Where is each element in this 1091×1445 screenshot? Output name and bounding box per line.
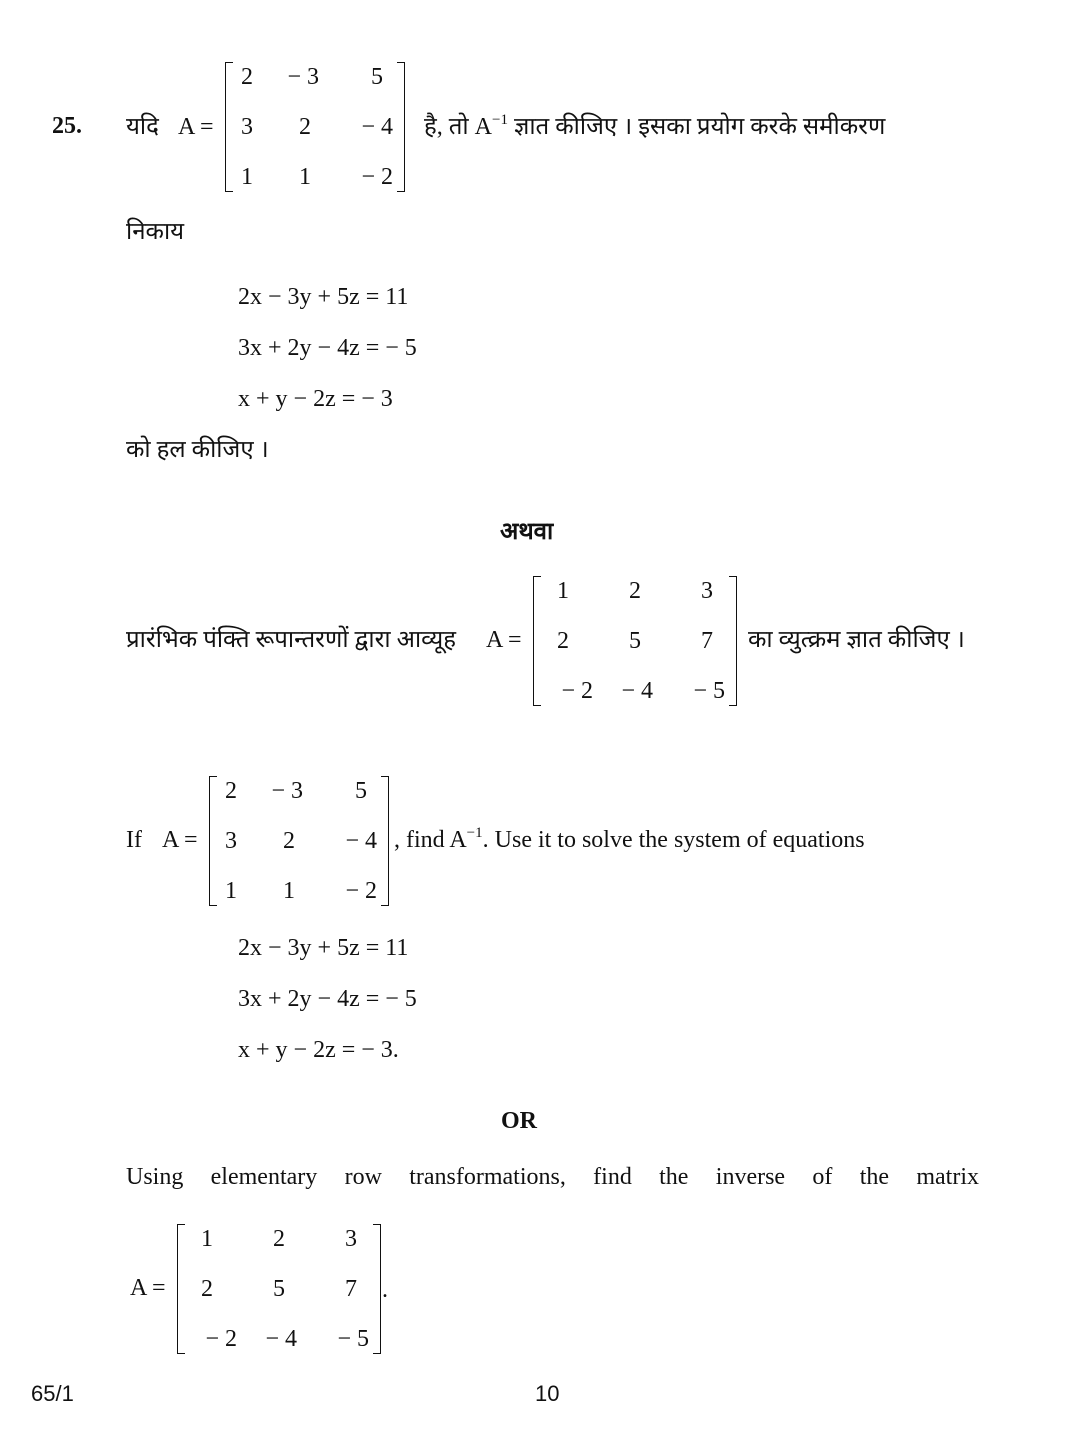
matrix-cell: 5 — [273, 1276, 285, 1302]
hindi-a-equals: A = — [178, 114, 214, 140]
matrix-cell: 7 — [701, 628, 713, 654]
hindi-or-prefix: प्रारंभिक पंक्ति रूपान्तरणों द्वारा आव्यूह — [126, 627, 456, 653]
hindi-matrix-a — [225, 62, 405, 192]
english-after-matrix: , find A — [394, 827, 467, 853]
matrix-cell: 3 — [241, 114, 253, 140]
matrix-cell: 2 — [241, 64, 253, 90]
matrix-cell: 2 — [299, 114, 311, 140]
english-or-heading: OR — [501, 1108, 537, 1134]
matrix-cell: 1 — [241, 164, 253, 190]
matrix-cell: − 2 — [561, 678, 593, 704]
matrix-cell: − 3 — [287, 64, 319, 90]
matrix-cell: − 4 — [345, 828, 377, 854]
matrix-cell: − 4 — [621, 678, 653, 704]
hindi-equation-2: 3x + 2y − 4z = − 5 — [238, 335, 417, 361]
question-number: 25. — [52, 113, 82, 139]
english-or-matrix — [177, 1224, 381, 1354]
matrix-cell: − 2 — [345, 878, 377, 904]
hindi-or-a-equals: A = — [486, 627, 522, 653]
matrix-cell: − 5 — [693, 678, 725, 704]
matrix-cell: − 3 — [271, 778, 303, 804]
matrix-cell: − 4 — [361, 114, 393, 140]
matrix-cell: 2 — [629, 578, 641, 604]
matrix-cell: 5 — [371, 64, 383, 90]
matrix-cell: − 5 — [337, 1326, 369, 1352]
hindi-equation-1: 2x − 3y + 5z = 11 — [238, 284, 409, 310]
matrix-cell: 3 — [701, 578, 713, 604]
matrix-cell: − 2 — [205, 1326, 237, 1352]
matrix-cell: 3 — [345, 1226, 357, 1252]
matrix-cell: 1 — [225, 878, 237, 904]
matrix-cell: 3 — [225, 828, 237, 854]
inverse-superscript: −1 — [466, 825, 483, 841]
hindi-or-matrix — [533, 576, 737, 706]
hindi-after-matrix: है, तो A — [424, 114, 492, 140]
matrix-cell: 1 — [299, 164, 311, 190]
matrix-cell: 1 — [283, 878, 295, 904]
page-number: 10 — [535, 1381, 560, 1406]
hindi-question-text — [424, 113, 885, 144]
matrix-cell: 5 — [355, 778, 367, 804]
english-matrix-a — [209, 776, 389, 906]
english-if-word: If — [126, 827, 142, 853]
english-a-equals: A = — [162, 827, 198, 853]
hindi-or-suffix: का व्युत्क्रम ज्ञात कीजिए । — [748, 627, 965, 653]
hindi-or-heading: अथवा — [500, 519, 554, 545]
english-or-period: . — [382, 1277, 388, 1303]
english-after-sup: . Use it to solve the system of equations — [482, 827, 865, 853]
matrix-cell: 2 — [201, 1276, 213, 1302]
hindi-solve-line: को हल कीजिए । — [126, 437, 269, 463]
inverse-superscript: −1 — [491, 112, 508, 128]
english-or-a-equals: A = — [130, 1275, 166, 1301]
matrix-cell: 7 — [345, 1276, 357, 1302]
english-question-text — [394, 826, 865, 857]
matrix-cell: 2 — [557, 628, 569, 654]
matrix-cell: 2 — [273, 1226, 285, 1252]
hindi-line2: निकाय — [126, 219, 185, 245]
english-equation-1: 2x − 3y + 5z = 11 — [238, 935, 409, 961]
english-equation-3: x + y − 2z = − 3. — [238, 1037, 399, 1063]
matrix-cell: 5 — [629, 628, 641, 654]
english-equation-2: 3x + 2y − 4z = − 5 — [238, 986, 417, 1012]
matrix-cell: 1 — [557, 578, 569, 604]
hindi-if-word: यदि — [126, 114, 159, 140]
matrix-cell: 2 — [283, 828, 295, 854]
hindi-equation-3: x + y − 2z = − 3 — [238, 386, 393, 412]
paper-code: 65/1 — [31, 1381, 74, 1406]
matrix-cell: 1 — [201, 1226, 213, 1252]
matrix-cell: 2 — [225, 778, 237, 804]
english-or-line: Using elementary row transformations, find the inverse of the matrix — [126, 1164, 979, 1190]
matrix-cell: − 4 — [265, 1326, 297, 1352]
hindi-after-sup: ज्ञात कीजिए । इसका प्रयोग करके समीकरण — [507, 114, 886, 140]
matrix-cell: − 2 — [361, 164, 393, 190]
